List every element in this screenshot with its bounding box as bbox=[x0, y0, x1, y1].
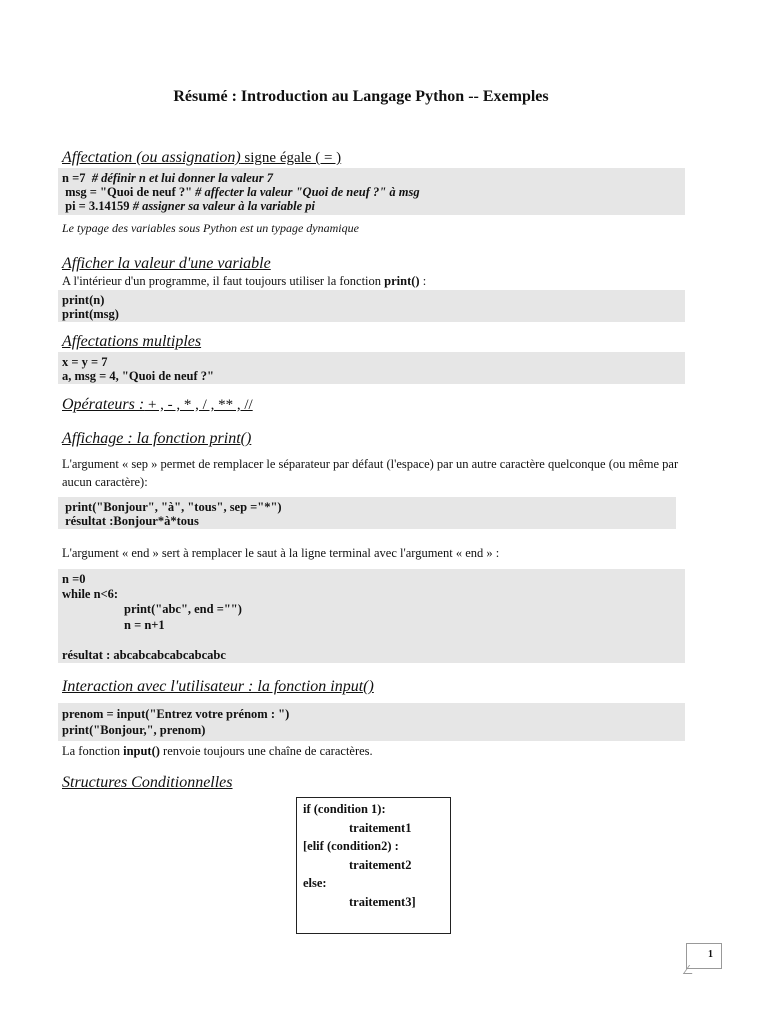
heading-multiples: Affectations multiples bbox=[62, 333, 202, 350]
input-text bbox=[62, 742, 687, 760]
code-line: n =0 bbox=[62, 572, 86, 586]
code-line: [elif (condition2) : bbox=[303, 839, 399, 853]
afficher-text-after: : bbox=[419, 274, 427, 288]
heading-conditions: Structures Conditionnelles bbox=[62, 774, 233, 791]
code-text: pi = 3.14159 bbox=[62, 199, 133, 213]
code-block-input bbox=[58, 703, 685, 741]
end-text: L'argument « end » sert à remplacer le saut à la ligne terminal avec l'argument « end » : bbox=[62, 546, 500, 560]
code-line: else: bbox=[303, 876, 327, 890]
afficher-text-before: A l'intérieur d'un programme, il faut toujours utiliser la fonction bbox=[62, 274, 385, 288]
code-line: print(msg) bbox=[62, 307, 119, 321]
code-block-conditions bbox=[296, 797, 451, 934]
heading-affectation bbox=[62, 149, 341, 167]
code-text: msg = "Quoi de neuf ?" bbox=[62, 185, 196, 199]
code-block-afficher bbox=[58, 290, 685, 322]
code-line: x = y = 7 bbox=[62, 355, 108, 369]
code-block-end bbox=[58, 569, 685, 663]
code-line: résultat : abcabcabcabcabcabc bbox=[62, 648, 226, 663]
code-text: n = n+1 bbox=[124, 617, 165, 632]
heading-operateurs-text: Opérateurs : bbox=[62, 396, 145, 413]
typing-note: Le typage des variables sous Python est un typage dynamique bbox=[62, 221, 359, 235]
sep-text: L'argument « sep » permet de remplacer le séparateur par défaut (l'espace) par un autre caractère quelconque (ou même par aucun caractère): bbox=[62, 457, 679, 489]
code-comment: # affecter la valeur "Quoi de neuf ?" à msg bbox=[195, 185, 420, 199]
input-text-before: La fonction bbox=[62, 744, 124, 758]
code-block-multiples bbox=[58, 352, 685, 384]
page-title: Résumé : Introduction au Langage Python -- Exemples bbox=[173, 88, 549, 105]
code-line: print(n) bbox=[62, 293, 105, 307]
code-line: traitement3] bbox=[349, 894, 416, 909]
code-text: print("abc", end ="") bbox=[124, 602, 242, 617]
input-text-after: renvoie toujours une chaîne de caractères. bbox=[159, 744, 373, 758]
afficher-text-bold: print() bbox=[384, 274, 420, 288]
code-line: if (condition 1): bbox=[303, 802, 386, 816]
code-line: print("Bonjour,", prenom) bbox=[62, 723, 206, 737]
heading-input: Interaction avec l'utilisateur : la fonction input() bbox=[62, 678, 374, 695]
code-line: print("Bonjour", "à", "tous", sep ="*") bbox=[62, 500, 282, 514]
heading-affectation-suffix: signe égale ( = ) bbox=[240, 150, 342, 166]
code-comment: # définir n et lui donner la valeur 7 bbox=[88, 171, 273, 185]
code-line bbox=[62, 633, 681, 648]
heading-print: Affichage : la fonction print() bbox=[62, 430, 252, 447]
code-line: while n<6: bbox=[62, 587, 119, 602]
code-line bbox=[62, 602, 681, 617]
code-line bbox=[62, 199, 681, 213]
input-text-bold: input() bbox=[123, 744, 160, 758]
code-line: a, msg = 4, "Quoi de neuf ?" bbox=[62, 369, 214, 383]
code-line bbox=[62, 618, 681, 633]
code-comment: # assigner sa valeur à la variable pi bbox=[132, 199, 315, 213]
afficher-text bbox=[62, 272, 687, 290]
code-text: n =7 bbox=[62, 171, 89, 185]
code-line: traitement1 bbox=[349, 820, 412, 835]
code-block-affectation bbox=[58, 168, 685, 215]
code-line: résultat :Bonjour*à*tous bbox=[62, 514, 199, 528]
heading-affectation-text: Affectation (ou assignation) bbox=[62, 149, 241, 166]
heading-operateurs bbox=[62, 396, 253, 414]
page-number: 1 bbox=[686, 943, 722, 969]
code-block-sep bbox=[58, 497, 676, 529]
operators-list: + , - , * , / , ** , // bbox=[144, 397, 253, 413]
heading-afficher: Afficher la valeur d'une variable bbox=[62, 255, 271, 272]
code-line: prenom = input("Entrez votre prénom : ") bbox=[62, 707, 290, 721]
code-line: traitement2 bbox=[349, 857, 412, 872]
code-line bbox=[62, 185, 681, 199]
code-line bbox=[62, 171, 681, 185]
